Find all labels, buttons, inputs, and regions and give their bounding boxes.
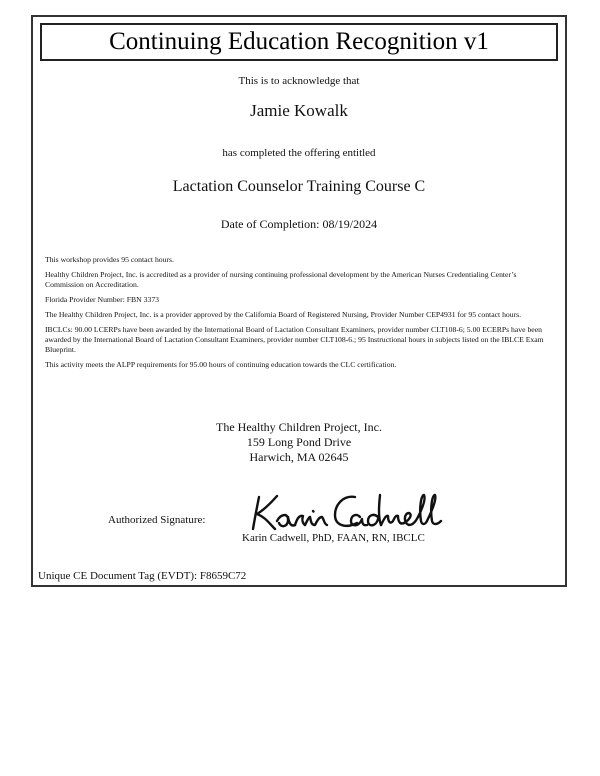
provider-city: Harwich, MA 02645 [249, 450, 349, 464]
contact-hours-text: This workshop provides 95 contact hours. [45, 255, 174, 264]
certificate [31, 15, 567, 587]
ancc-accreditation-text: Healthy Children Project, Inc. is accredited as a provider of nursing continuing professional development by the American Nurses Credentialing Center’s Commission on Accreditation. [45, 270, 517, 289]
iblce-credits-text: IBCLCs: 90.00 LCERPs have been awarded by the International Board of Lactation Consultant Examiners, provider number CLT108-6; 5.00 ECERPs have been awarded by the International Board of Lactation Consultant Examiners, provider number CLT108-6.; 95 Instructional hours in subjects listed on the IBLCE Exam Blueprint. [45, 325, 544, 354]
provider-name: The Healthy Children Project, Inc. [216, 420, 382, 434]
acknowledge-text: This is to acknowledge that [238, 75, 360, 87]
california-provider-text: The Healthy Children Project, Inc. is a provider approved by the California Board of Registered Nursing, Provider Number CEP4931 for 95 contact hours. [45, 310, 522, 319]
florida-provider-text: Florida Provider Number: FBN 3373 [45, 295, 160, 304]
authorized-signature-label: Authorized Signature: [108, 514, 206, 526]
completion-date: Date of Completion: 08/19/2024 [220, 217, 378, 231]
course-title: Lactation Counselor Training Course C [172, 178, 426, 195]
handwritten-signature [247, 487, 447, 533]
recipient-name: Jamie Kowalk [250, 101, 348, 120]
certificate-title: Continuing Education Recognition v1 [40, 23, 558, 61]
accreditation-details [45, 255, 557, 375]
completed-text: has completed the offering entitled [222, 147, 376, 159]
provider-street: 159 Long Pond Drive [246, 435, 352, 449]
document-tag: Unique CE Document Tag (EVDT): F8659C72 [38, 570, 247, 582]
provider-address [33, 420, 565, 465]
alpp-requirements-text: This activity meets the ALPP requirements for 95.00 hours of continuing education towards the CLC certification. [45, 360, 397, 369]
signer-name: Karin Cadwell, PhD, FAAN, RN, IBCLC [242, 532, 425, 544]
